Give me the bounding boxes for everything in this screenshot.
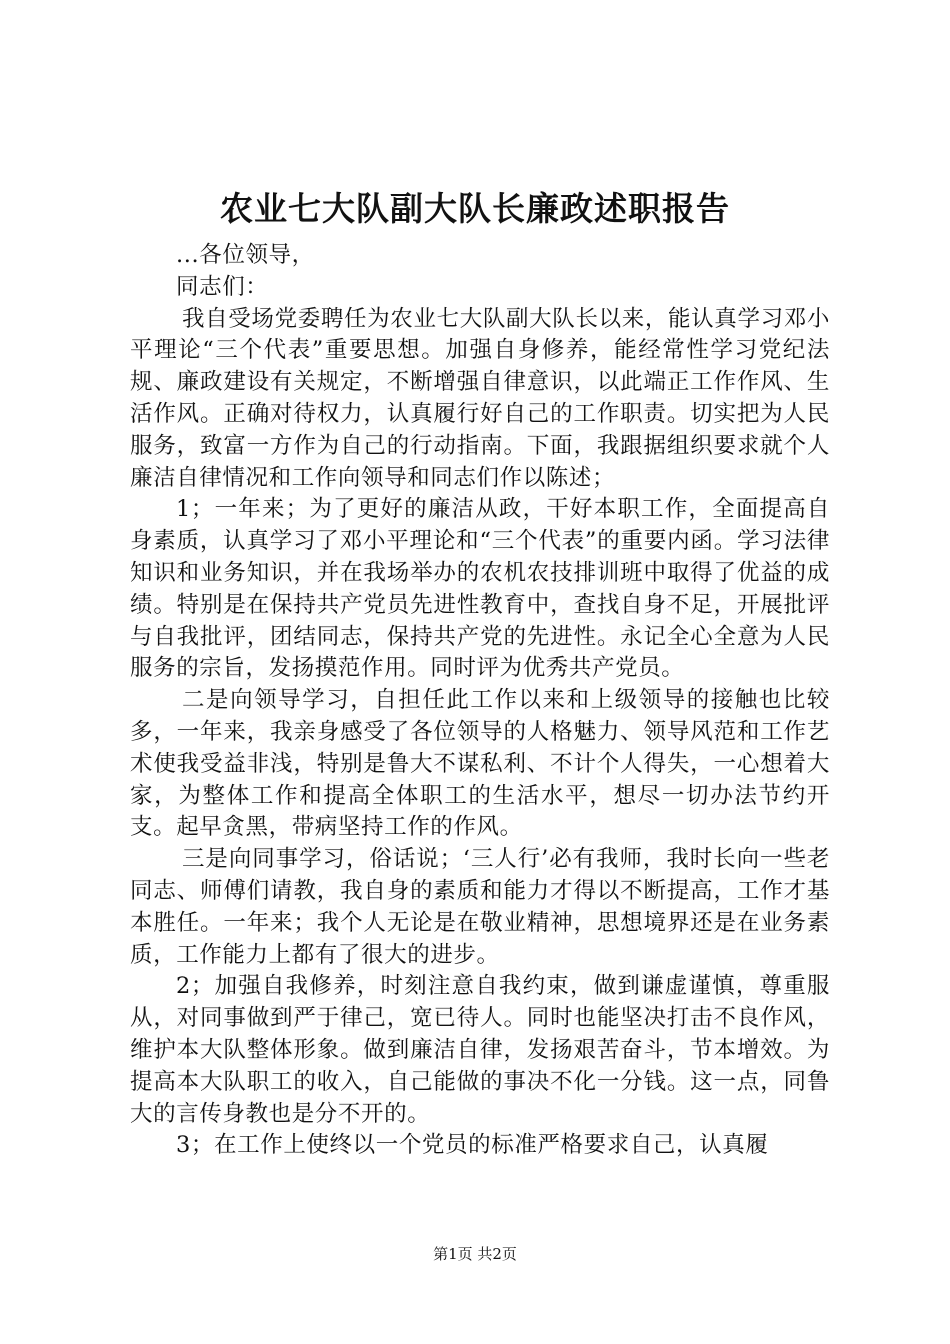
salutation-comrades: 同志们： bbox=[176, 273, 269, 300]
paragraph-section-1: 1；一年来；为了更好的廉洁从政，干好本职工作，全面提高自身素质，认真学习了邓小平理论和“三个代表”的重要内函。学习法律知识和业务知识，并在我场举办的农机农技排训班中取得了优益的成绩。特别是在保持共产党员先进性教育中，查找自身不足，开展批评与自我批评，团结同志，保持共产党的先进性。永记全心全意为人民服务的宗旨，发扬摸范作用。同时评为优秀共产党员。 bbox=[130, 496, 830, 682]
document-title: 农业七大队副大队长廉政述职报告 bbox=[220, 189, 730, 228]
page-number-footer: 第1页 共2页 bbox=[433, 1245, 517, 1263]
paragraph-intro: 我自受场党委聘任为农业七大队副大队长以来，能认真学习邓小平理论“三个代表”重要思想。加强自身修养，能经常性学习党纪法规、廉政建设有关规定，不断增强自律意识，以此端正工作作风、生活作风。正确对待权力，认真履行好自己的工作职责。切实把为人民服务，致富一方作为自己的行动指南。下面，我跟据组织要求就个人廉洁自律情况和工作向领导和同志们作以陈述； bbox=[130, 305, 830, 491]
salutation-leaders: ...各位领导， bbox=[176, 242, 315, 268]
paragraph-section-3: 3；在工作上使终以一个党员的标准严格要求自己，认真履 bbox=[176, 1132, 769, 1159]
paragraph-section-2: 2；加强自我修养，时刻注意自我约束，做到谦虚谨慎，尊重服从，对同事做到严于律己，宽已待人。同时也能坚决打击不良作风，维护本大队整体形象。做到廉洁自律，发扬艰苦奋斗，节本增效。为提高本大队职工的收入，自己能做的事决不化一分钱。这一点，同鲁大的言传身教也是分不开的。 bbox=[130, 973, 830, 1127]
paragraph-learn-from-colleagues: 三是向同事学习，俗话说；‘三人行’必有我师，我时长向一些老同志、师傅们请教，我自身的素质和能力才得以不断提高，工作才基本胜任。一年来；我个人无论是在敬业精神，思想境界还是在业务素质，工作能力上都有了很大的进步。 bbox=[130, 846, 830, 968]
document-body bbox=[130, 240, 830, 1162]
paragraph-learn-from-leaders: 二是向领导学习，自担任此工作以来和上级领导的接触也比较多，一年来，我亲身感受了各位领导的人格魅力、领导风范和工作艺术使我受益非浅，特别是鲁大不谋私利、不计个人得失，一心想着大家，为整体工作和提高全体职工的生活水平，想尽一切办法节约开支。起早贪黑，带病坚持工作的作风。 bbox=[130, 687, 830, 841]
